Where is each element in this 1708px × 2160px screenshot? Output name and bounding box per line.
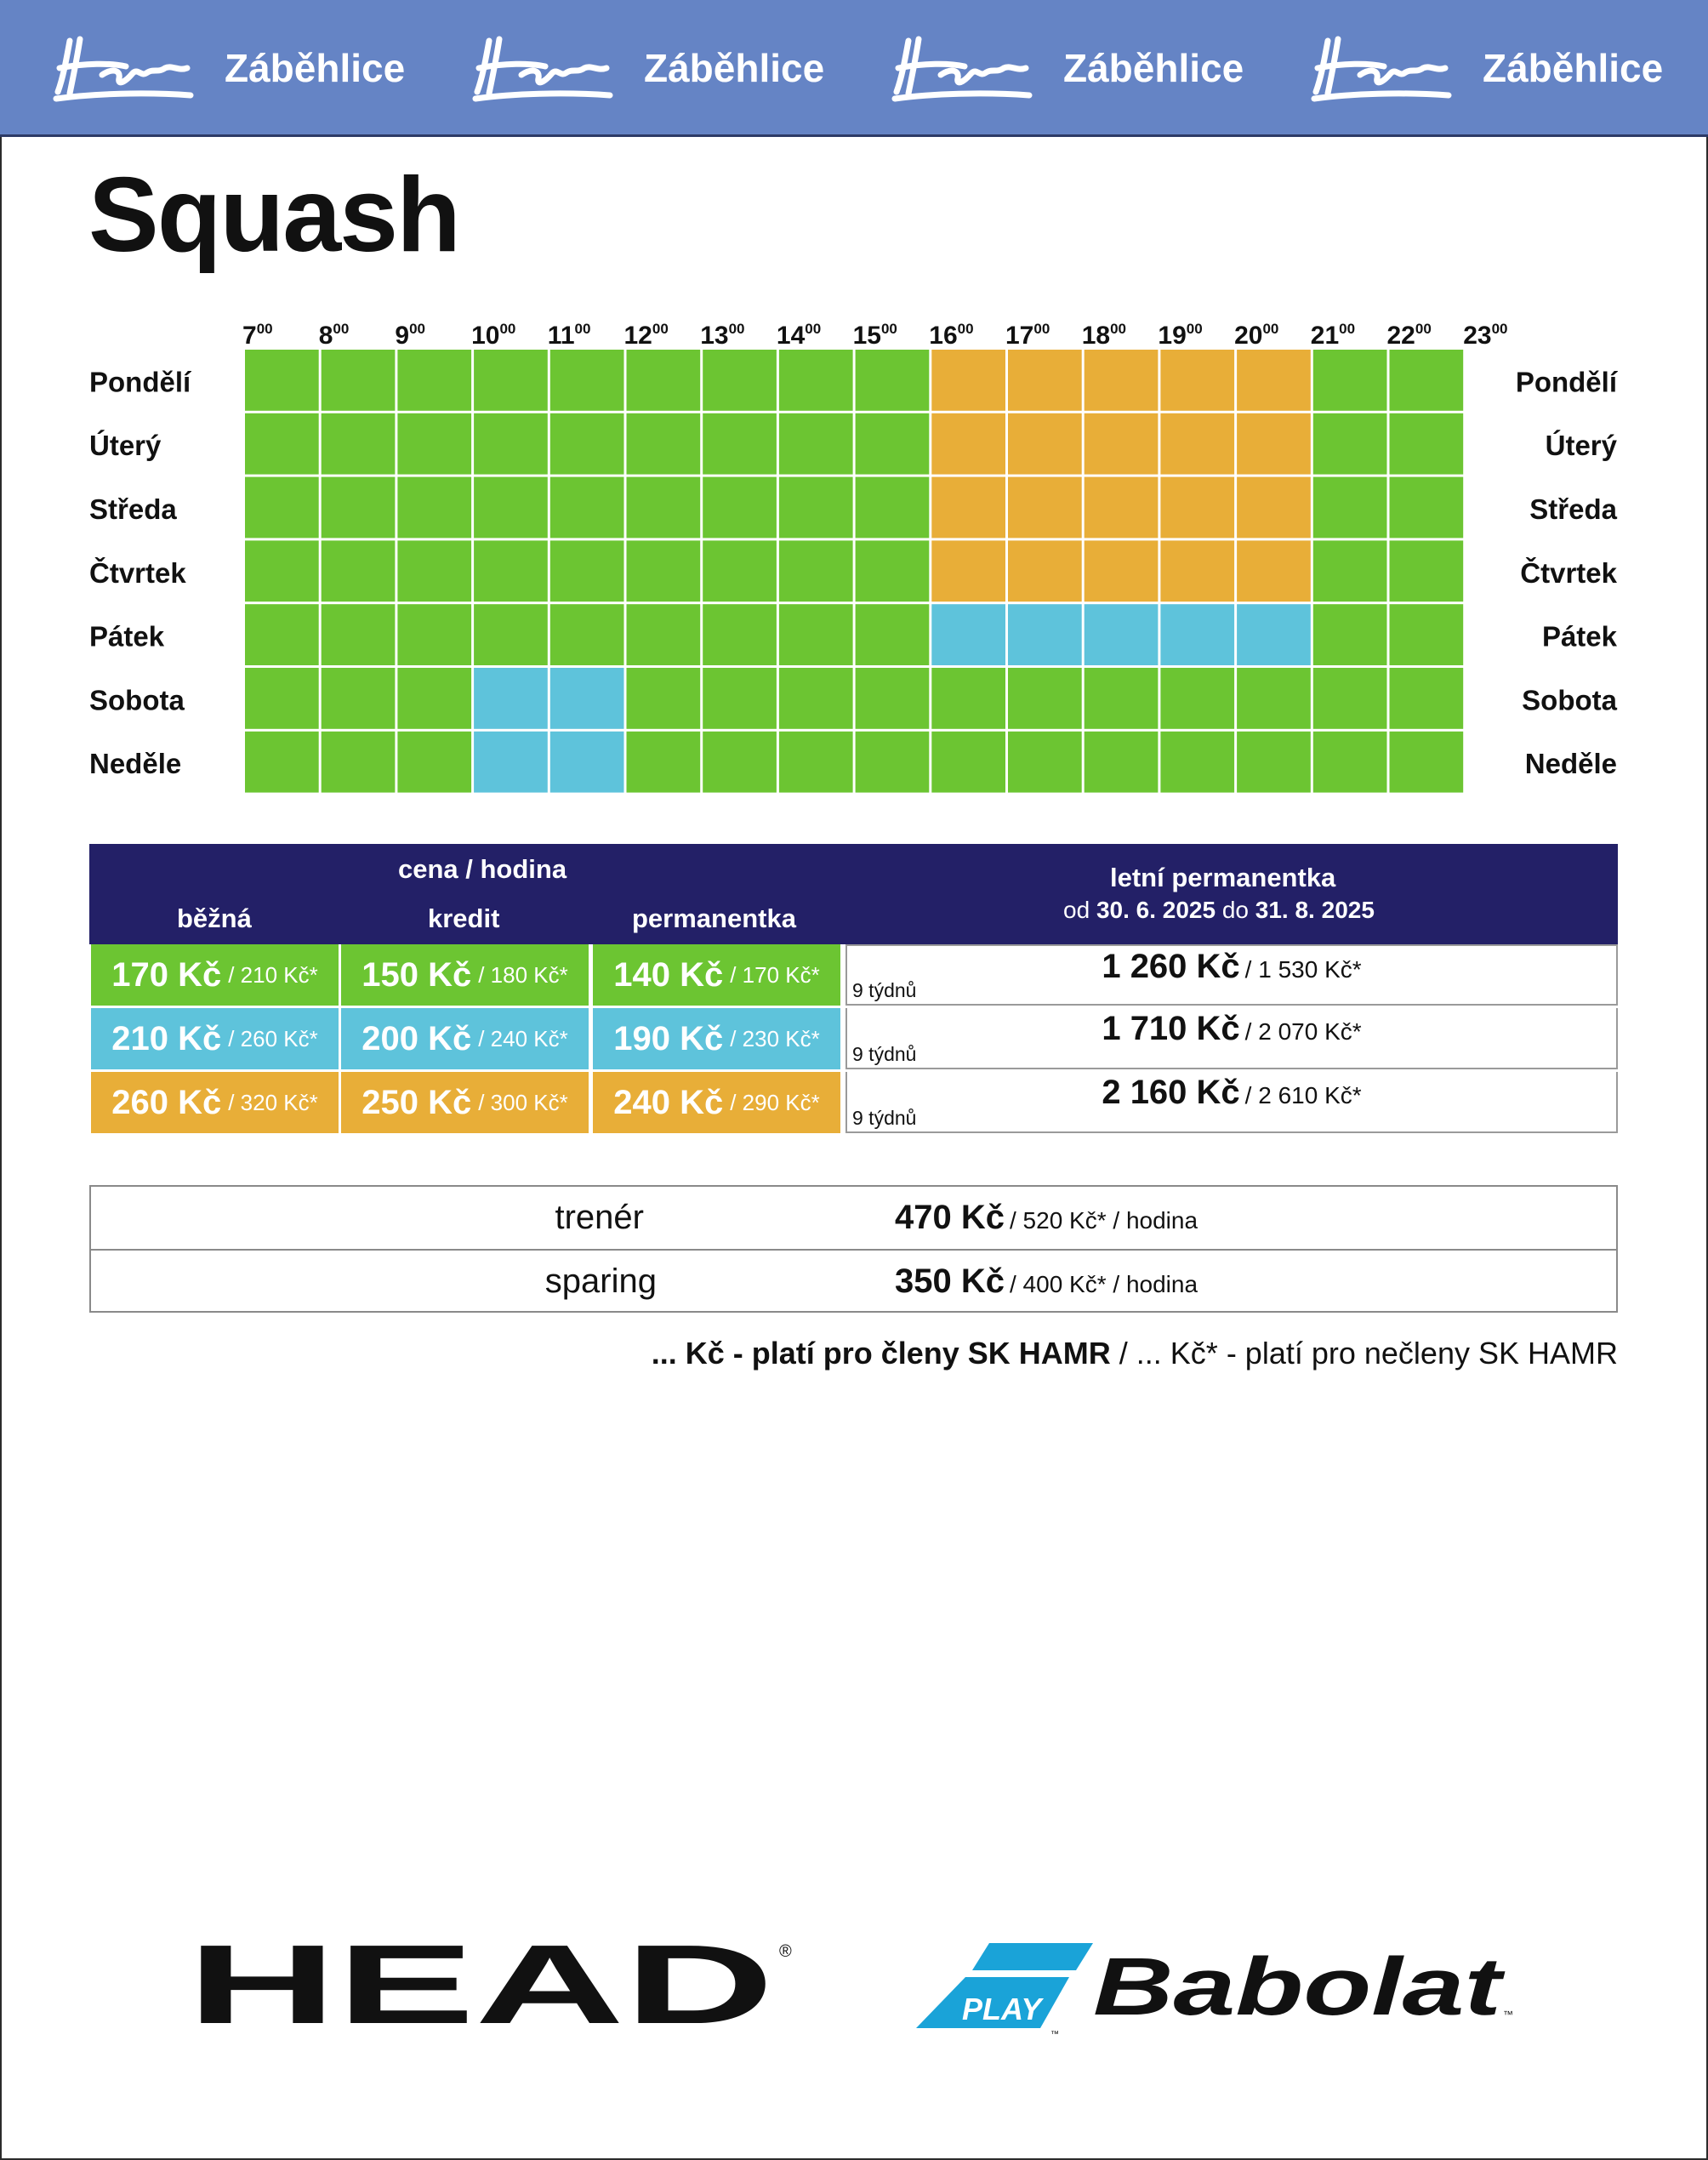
schedule-slot bbox=[550, 604, 624, 665]
schedule-slot bbox=[1313, 732, 1387, 793]
schedule-slot bbox=[703, 350, 777, 411]
schedule-slot bbox=[397, 604, 471, 665]
schedule-slot bbox=[1085, 350, 1159, 411]
season-from-label: od bbox=[1063, 897, 1090, 923]
hour-suffix: 00 bbox=[728, 321, 745, 337]
schedule-slot bbox=[627, 604, 701, 665]
schedule-slot bbox=[1008, 477, 1082, 539]
schedule-slot bbox=[931, 668, 1005, 729]
hour-label: $19^{00}$ bbox=[1158, 321, 1203, 350]
nonmember-price: / 290 Kč* bbox=[730, 1089, 820, 1115]
head-logo bbox=[187, 1938, 800, 2040]
head-logo-text: HEAD bbox=[187, 1938, 774, 2040]
babolat-tm: ™ bbox=[1503, 2009, 1513, 2020]
schedule-slot bbox=[1008, 732, 1082, 793]
schedule-slot bbox=[1085, 413, 1159, 475]
price-cell-credit bbox=[341, 1072, 589, 1133]
schedule-slot bbox=[474, 413, 548, 475]
schedule-slot bbox=[1390, 413, 1464, 475]
schedule-slot bbox=[703, 668, 777, 729]
hour-suffix: 00 bbox=[805, 321, 822, 337]
day-label-right: Úterý bbox=[1545, 430, 1617, 462]
babolat-logo-text: Babolat bbox=[1093, 1941, 1506, 2032]
schedule-slot bbox=[1237, 604, 1311, 665]
schedule-slot bbox=[550, 477, 624, 539]
schedule-slot bbox=[703, 732, 777, 793]
schedule-slot bbox=[703, 540, 777, 601]
schedule-slot bbox=[931, 540, 1005, 601]
schedule-slot bbox=[245, 350, 319, 411]
extras-name: sparing bbox=[544, 1262, 657, 1300]
nonmember-price: / 320 Kč* bbox=[228, 1089, 318, 1115]
schedule-slot bbox=[627, 732, 701, 793]
schedule-slot bbox=[627, 413, 701, 475]
price-group-header: cena / hodina bbox=[398, 854, 567, 884]
schedule-slot bbox=[931, 477, 1005, 539]
nonmember-price: / 300 Kč* bbox=[478, 1089, 568, 1115]
hour-suffix: 00 bbox=[333, 321, 350, 337]
member-price: 170 Kč bbox=[111, 955, 222, 994]
hour-suffix: 00 bbox=[409, 321, 426, 337]
price-cell-regular bbox=[91, 944, 339, 1006]
babolat-play-stripe-icon bbox=[972, 1943, 1093, 1970]
schedule-slot bbox=[474, 540, 548, 601]
price-row bbox=[89, 944, 1618, 1008]
member-price: 350 Kč bbox=[895, 1262, 1005, 1300]
hour-suffix: 00 bbox=[574, 321, 591, 337]
schedule-slot bbox=[1313, 604, 1387, 665]
page-title: Squash bbox=[88, 157, 459, 274]
season-from-date: 30. 6. 2025 bbox=[1096, 897, 1216, 923]
schedule-slot bbox=[1008, 350, 1082, 411]
schedule-slot bbox=[1237, 732, 1311, 793]
schedule-slot bbox=[1008, 604, 1082, 665]
hour-suffix: 00 bbox=[1415, 321, 1432, 337]
extras-name: trenér bbox=[555, 1199, 644, 1236]
season-member-price: 1 260 Kč bbox=[1102, 948, 1240, 985]
season-member-price: 2 160 Kč bbox=[1102, 1074, 1240, 1111]
column-header-credit: kredit bbox=[428, 903, 500, 933]
schedule-slot bbox=[1160, 413, 1234, 475]
schedule-slot bbox=[397, 350, 471, 411]
babolat-logo bbox=[914, 1933, 1527, 2043]
price-footnote bbox=[652, 1336, 1618, 1371]
schedule-slot bbox=[550, 732, 624, 793]
head-registered-mark: ® bbox=[779, 1942, 792, 1961]
day-label-left: Úterý bbox=[89, 430, 162, 462]
weeks-label: 9 týdnů bbox=[852, 1043, 917, 1065]
schedule-slot bbox=[1085, 732, 1159, 793]
day-label-right: Čtvrtek bbox=[1520, 556, 1617, 589]
price-cell-pass bbox=[593, 944, 840, 1006]
nonmember-price: / 210 Kč* bbox=[228, 961, 318, 988]
season-pass-cell bbox=[845, 944, 1618, 1006]
hour-label: $14^{00}$ bbox=[776, 321, 822, 350]
schedule-slot bbox=[1237, 413, 1311, 475]
schedule-slot bbox=[245, 477, 319, 539]
hour-label: $10^{00}$ bbox=[471, 321, 516, 350]
hour-label: $15^{00}$ bbox=[852, 321, 897, 350]
member-price: 240 Kč bbox=[613, 1083, 724, 1121]
price-cell-regular bbox=[91, 1008, 339, 1069]
schedule-slot bbox=[245, 604, 319, 665]
schedule-slot bbox=[856, 477, 930, 539]
hour-suffix: 00 bbox=[1491, 321, 1508, 337]
schedule-slot bbox=[245, 732, 319, 793]
price-cell-pass bbox=[593, 1072, 840, 1133]
schedule-slot bbox=[1085, 668, 1159, 729]
schedule-slot bbox=[856, 668, 930, 729]
price-cell-regular bbox=[91, 1072, 339, 1133]
footnote-separator: / bbox=[1110, 1336, 1136, 1371]
schedule-slot bbox=[627, 668, 701, 729]
schedule-slot bbox=[931, 732, 1005, 793]
schedule-slot bbox=[245, 413, 319, 475]
member-price: 190 Kč bbox=[613, 1019, 724, 1057]
schedule-slot bbox=[550, 540, 624, 601]
schedule-slot bbox=[627, 350, 701, 411]
schedule-slot bbox=[1390, 540, 1464, 601]
schedule-slot bbox=[397, 477, 471, 539]
schedule-slot bbox=[1160, 732, 1234, 793]
schedule-slot bbox=[1237, 540, 1311, 601]
schedule-slot bbox=[1008, 413, 1082, 475]
price-cell-pass bbox=[593, 1008, 840, 1069]
schedule-slot bbox=[322, 540, 396, 601]
season-to-date: 31. 8. 2025 bbox=[1255, 897, 1375, 923]
schedule-slot bbox=[397, 732, 471, 793]
schedule-slot bbox=[703, 413, 777, 475]
extras-row-sparring bbox=[91, 1249, 1616, 1313]
schedule-slot bbox=[931, 413, 1005, 475]
schedule-slot bbox=[397, 668, 471, 729]
weeks-label: 9 týdnů bbox=[852, 979, 917, 1001]
schedule-slot bbox=[474, 350, 548, 411]
schedule-slot bbox=[779, 477, 853, 539]
schedule-slot bbox=[779, 350, 853, 411]
schedule-slot bbox=[1160, 477, 1234, 539]
schedule-slot bbox=[856, 604, 930, 665]
day-label-left: Čtvrtek bbox=[89, 556, 186, 589]
schedule-slot bbox=[245, 668, 319, 729]
day-label-left: Pondělí bbox=[89, 366, 191, 398]
schedule-slot bbox=[1313, 668, 1387, 729]
extras-table bbox=[89, 1185, 1618, 1313]
nonmember-price: / 400 Kč* / hodina bbox=[1009, 1271, 1198, 1297]
price-cell-credit bbox=[341, 944, 589, 1006]
schedule-slot bbox=[1237, 477, 1311, 539]
schedule-slot bbox=[322, 350, 396, 411]
column-header-regular: běžná bbox=[177, 903, 252, 933]
schedule-slot bbox=[627, 540, 701, 601]
hour-label: $23^{00}$ bbox=[1463, 321, 1508, 350]
weeks-label: 9 týdnů bbox=[852, 1107, 917, 1129]
schedule-slot bbox=[1160, 604, 1234, 665]
hour-label: $17^{00}$ bbox=[1005, 321, 1050, 350]
nonmember-price: / 170 Kč* bbox=[730, 961, 820, 988]
schedule-slot bbox=[1160, 540, 1234, 601]
nonmember-price: / 230 Kč* bbox=[730, 1025, 820, 1052]
season-nonmember-price: / 2 610 Kč* bbox=[1244, 1082, 1362, 1108]
schedule-slot bbox=[1160, 668, 1234, 729]
hour-suffix: 00 bbox=[880, 321, 897, 337]
day-label-left: Neděle bbox=[89, 748, 182, 780]
member-price: 250 Kč bbox=[362, 1083, 472, 1121]
season-pass-header: letní permanentka bbox=[1110, 863, 1336, 892]
hour-label: $9^{00}$ bbox=[395, 321, 426, 350]
schedule-slot bbox=[779, 413, 853, 475]
schedule-slot bbox=[474, 668, 548, 729]
season-member-price: 1 710 Kč bbox=[1102, 1010, 1240, 1047]
schedule-slot bbox=[856, 540, 930, 601]
schedule-slot bbox=[1008, 668, 1082, 729]
schedule-slot bbox=[397, 413, 471, 475]
nonmember-price: / 180 Kč* bbox=[478, 961, 568, 988]
hour-label: $8^{00}$ bbox=[318, 321, 350, 350]
schedule-slot bbox=[1237, 350, 1311, 411]
member-price: 150 Kč bbox=[362, 955, 472, 994]
schedule-slot bbox=[322, 604, 396, 665]
hour-suffix: 00 bbox=[1033, 321, 1050, 337]
price-row bbox=[89, 1072, 1618, 1136]
season-pass-cell bbox=[845, 1008, 1618, 1069]
schedule-slot bbox=[322, 413, 396, 475]
day-label-left: Sobota bbox=[89, 684, 185, 716]
extras-price bbox=[895, 1251, 1198, 1313]
schedule-slot bbox=[1237, 668, 1311, 729]
schedule-slot bbox=[856, 413, 930, 475]
day-label-right: Neděle bbox=[1524, 748, 1617, 780]
hour-suffix: 00 bbox=[1186, 321, 1203, 337]
schedule-slot bbox=[1085, 604, 1159, 665]
hour-label: $22^{00}$ bbox=[1386, 321, 1432, 350]
schedule-grid bbox=[0, 0, 1708, 817]
brand-name: Záběhlice bbox=[1063, 46, 1244, 90]
brand-name: Záběhlice bbox=[1483, 46, 1664, 90]
schedule-slot bbox=[550, 350, 624, 411]
hour-suffix: 00 bbox=[256, 321, 273, 337]
hour-label: $7^{00}$ bbox=[242, 321, 273, 350]
day-label-left: Středa bbox=[89, 493, 177, 525]
nonmember-price: / 260 Kč* bbox=[228, 1025, 318, 1052]
schedule-slot bbox=[1390, 604, 1464, 665]
schedule-slot bbox=[322, 668, 396, 729]
schedule-slot bbox=[1390, 732, 1464, 793]
price-table-header bbox=[89, 844, 1618, 944]
schedule-slot bbox=[779, 604, 853, 665]
price-cell-credit bbox=[341, 1008, 589, 1069]
schedule-slot bbox=[779, 668, 853, 729]
schedule-slot bbox=[322, 477, 396, 539]
member-price: 210 Kč bbox=[111, 1019, 222, 1057]
schedule-slot bbox=[397, 540, 471, 601]
schedule-slot bbox=[703, 477, 777, 539]
schedule-slot bbox=[931, 350, 1005, 411]
extras-price bbox=[895, 1187, 1198, 1249]
schedule-slot bbox=[1313, 350, 1387, 411]
schedule-slot bbox=[931, 604, 1005, 665]
day-label-right: Pondělí bbox=[1515, 366, 1617, 398]
hour-suffix: 00 bbox=[1110, 321, 1126, 337]
hour-suffix: 00 bbox=[499, 321, 516, 337]
schedule-slot bbox=[474, 604, 548, 665]
schedule-slot bbox=[245, 540, 319, 601]
schedule-slot bbox=[550, 413, 624, 475]
schedule-slot bbox=[1313, 540, 1387, 601]
schedule-slot bbox=[1085, 540, 1159, 601]
schedule-slot bbox=[1085, 477, 1159, 539]
babolat-play-text: PLAY bbox=[962, 1992, 1042, 2026]
footnote-nonmember: ... Kč* - platí pro nečleny SK HAMR bbox=[1136, 1336, 1618, 1371]
footnote-member: ... Kč - platí pro členy SK HAMR bbox=[651, 1336, 1111, 1371]
season-to-label: do bbox=[1221, 897, 1249, 923]
babolat-play-tm: ™ bbox=[1050, 2030, 1059, 2039]
season-pass-cell bbox=[845, 1072, 1618, 1133]
day-label-right: Pátek bbox=[1541, 620, 1617, 653]
column-header-pass: permanentka bbox=[632, 903, 796, 933]
schedule-slot bbox=[474, 477, 548, 539]
schedule-slot bbox=[474, 732, 548, 793]
schedule-slot bbox=[1160, 350, 1234, 411]
hour-label: $16^{00}$ bbox=[929, 321, 974, 350]
nonmember-price: / 240 Kč* bbox=[478, 1025, 568, 1052]
schedule-slot bbox=[1390, 668, 1464, 729]
day-label-right: Středa bbox=[1529, 493, 1617, 525]
hour-suffix: 00 bbox=[652, 321, 669, 337]
schedule-slot bbox=[1313, 413, 1387, 475]
nonmember-price: / 520 Kč* / hodina bbox=[1009, 1207, 1198, 1234]
schedule-slot bbox=[322, 732, 396, 793]
hour-label: $11^{00}$ bbox=[547, 321, 591, 350]
brand-name: Záběhlice bbox=[225, 46, 406, 90]
hour-label: $13^{00}$ bbox=[700, 321, 745, 350]
hour-label: $12^{00}$ bbox=[623, 321, 669, 350]
schedule-slot bbox=[779, 732, 853, 793]
hour-label: $21^{00}$ bbox=[1310, 321, 1356, 350]
member-price: 140 Kč bbox=[613, 955, 724, 994]
hour-suffix: 00 bbox=[1339, 321, 1356, 337]
member-price: 260 Kč bbox=[111, 1083, 222, 1121]
schedule-slot bbox=[856, 732, 930, 793]
schedule-slot bbox=[627, 477, 701, 539]
schedule-slot bbox=[856, 350, 930, 411]
season-nonmember-price: / 2 070 Kč* bbox=[1244, 1018, 1362, 1045]
day-label-right: Sobota bbox=[1522, 684, 1617, 716]
hour-label: $18^{00}$ bbox=[1081, 321, 1126, 350]
schedule-slot bbox=[1390, 350, 1464, 411]
hour-suffix: 00 bbox=[1262, 321, 1279, 337]
price-row bbox=[89, 1008, 1618, 1072]
season-period bbox=[1063, 897, 1375, 924]
hour-suffix: 00 bbox=[957, 321, 974, 337]
schedule-slot bbox=[1390, 477, 1464, 539]
brand-name: Záběhlice bbox=[644, 46, 825, 90]
schedule-slot bbox=[703, 604, 777, 665]
extras-row-trainer bbox=[91, 1187, 1616, 1249]
hour-label: $20^{00}$ bbox=[1234, 321, 1279, 350]
schedule-slot bbox=[1313, 477, 1387, 539]
season-nonmember-price: / 1 530 Kč* bbox=[1244, 956, 1362, 983]
day-label-left: Pátek bbox=[89, 620, 165, 653]
schedule-slot bbox=[1008, 540, 1082, 601]
schedule-slot bbox=[550, 668, 624, 729]
member-price: 200 Kč bbox=[362, 1019, 472, 1057]
schedule-slot bbox=[779, 540, 853, 601]
member-price: 470 Kč bbox=[895, 1199, 1005, 1236]
